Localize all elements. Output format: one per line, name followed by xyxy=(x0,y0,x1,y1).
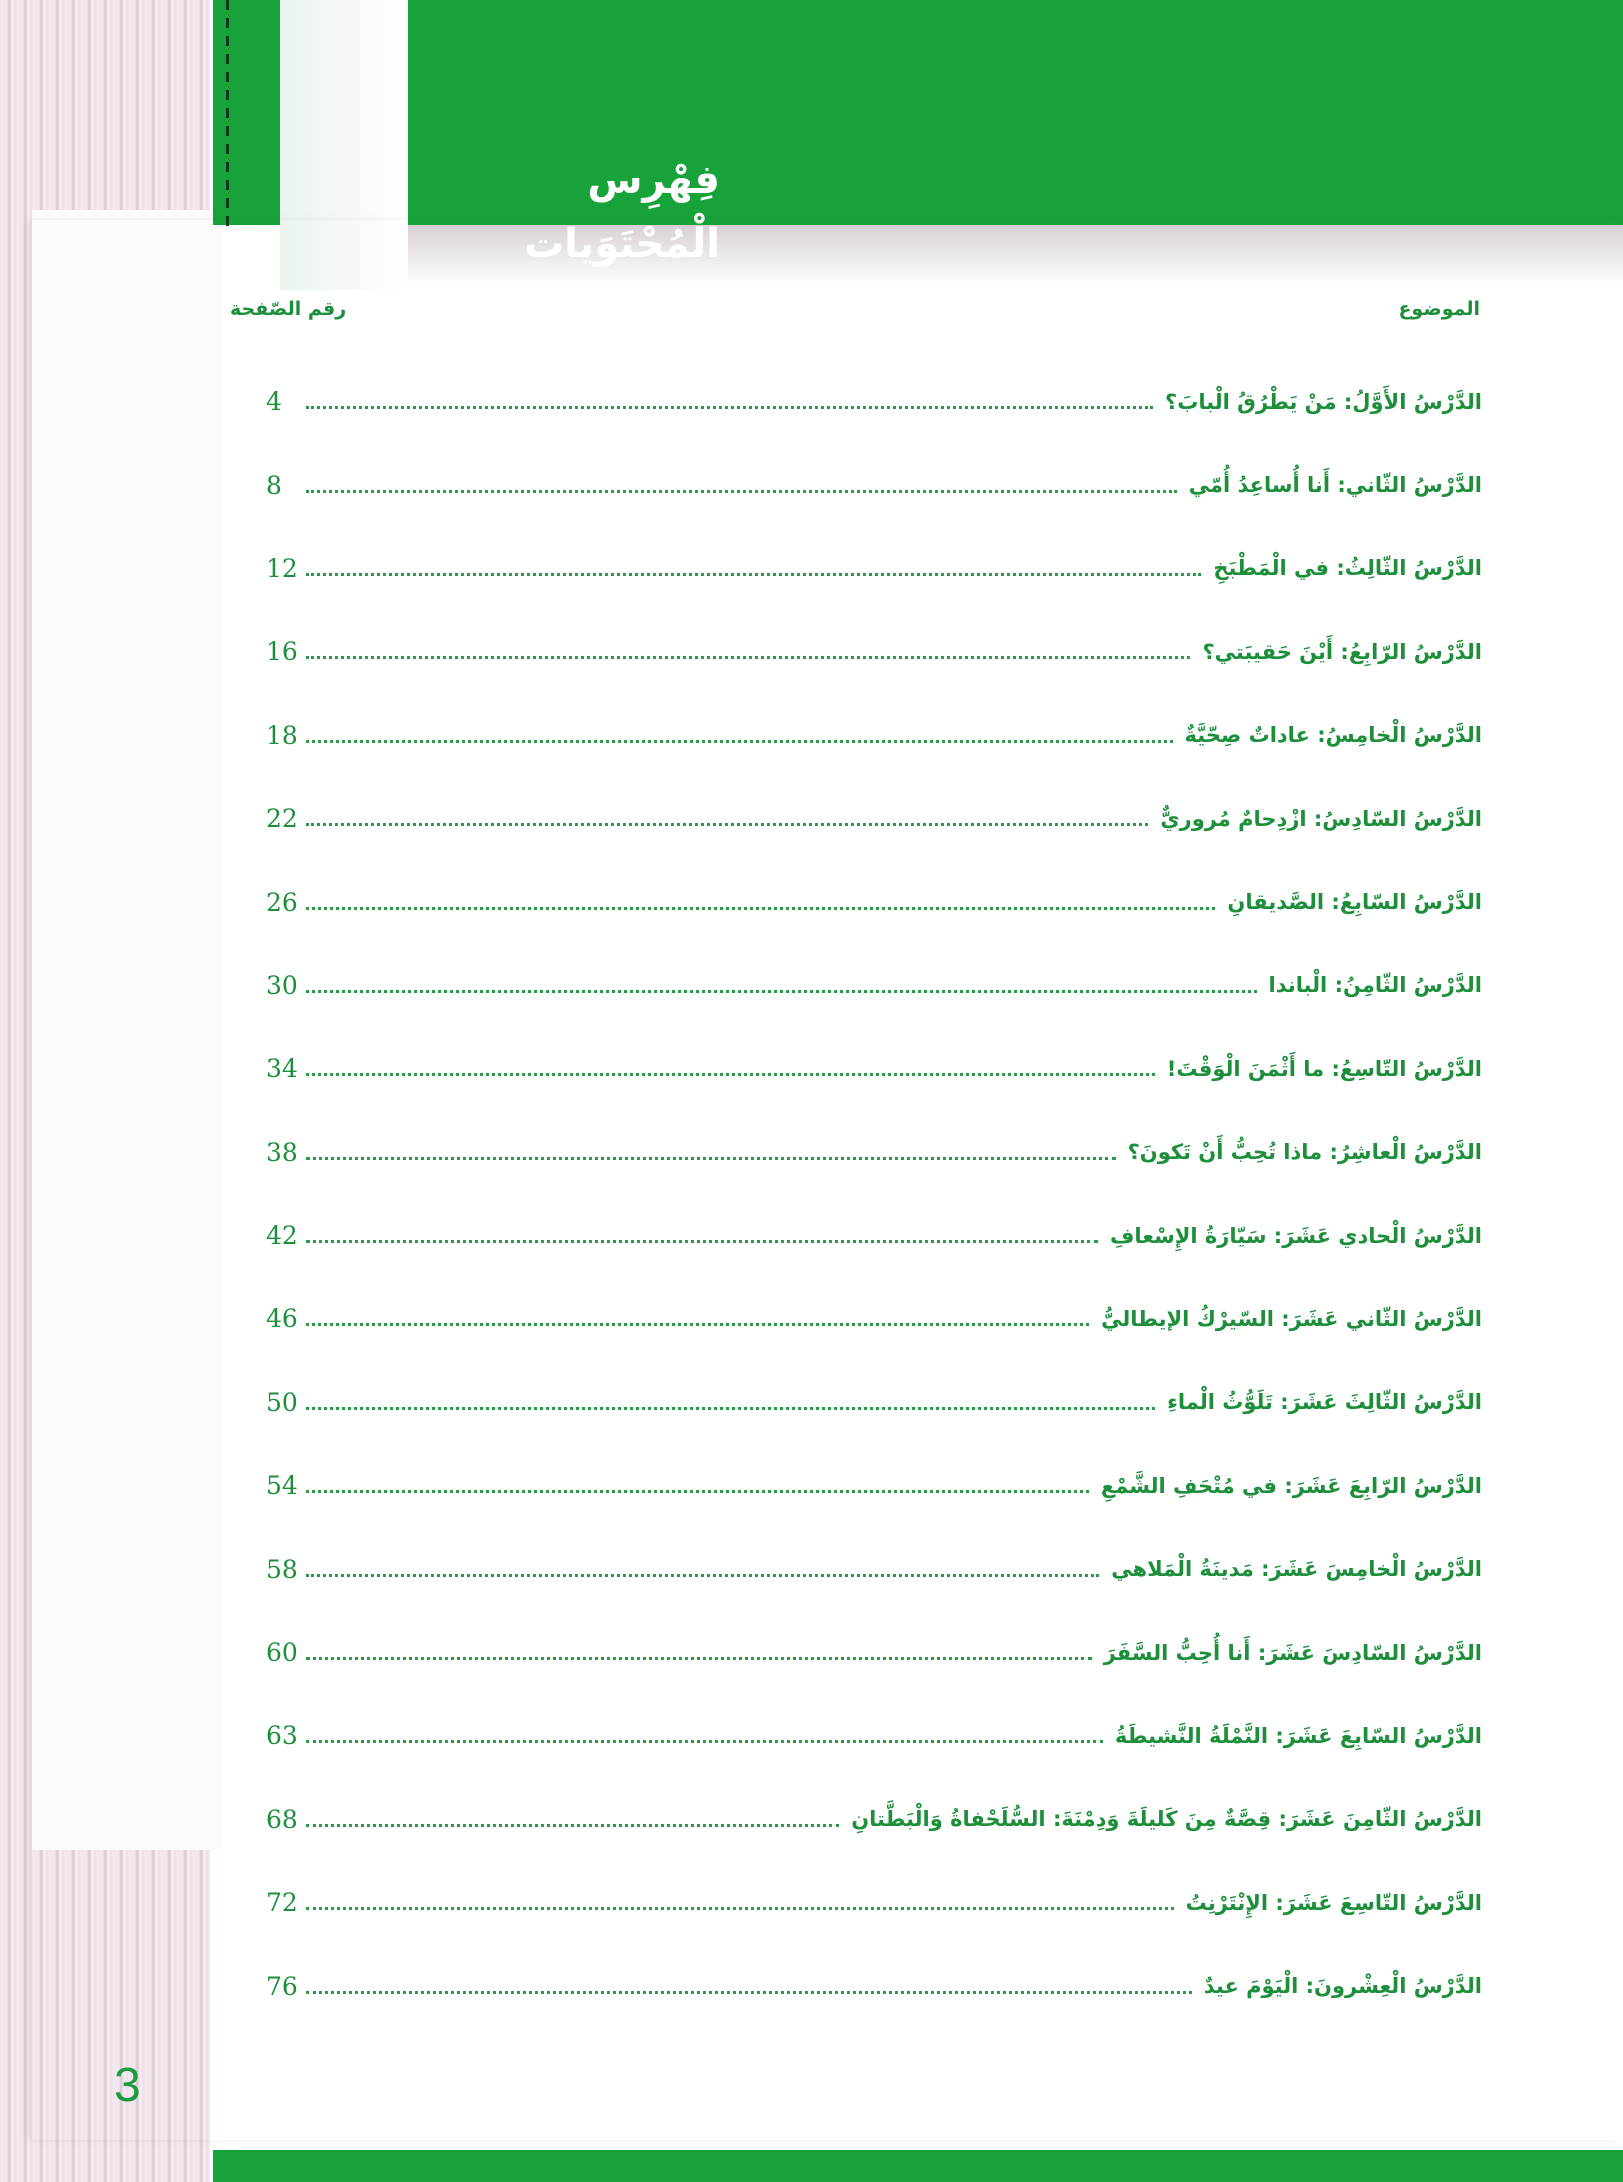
toc-row xyxy=(266,1361,1482,1444)
toc-row xyxy=(266,694,1482,777)
toc-row xyxy=(266,443,1482,526)
dot-leader xyxy=(306,823,1148,826)
toc-row-title: الدَّرْسُ الْعِشْرونَ: الْيَوْمَ عيدٌ xyxy=(1203,1974,1482,1999)
toc-row-title: الدَّرْسُ الثّالِثَ عَشَرَ: تَلَوُّثُ الْماءِ xyxy=(1167,1390,1482,1415)
dot-leader xyxy=(306,1991,1192,1994)
dot-leader xyxy=(306,1157,1116,1160)
toc-row-title: الدَّرْسُ الثّامِنَ عَشَرَ: قِصَّةٌ مِنَ كَليلَةَ وَدِمْنَةَ: السُّلَحْفاةُ وَالْبَطَّتانِ xyxy=(851,1807,1482,1832)
dot-leader xyxy=(306,1657,1092,1660)
toc-row xyxy=(266,1694,1482,1777)
dot-leader xyxy=(306,1240,1098,1243)
toc-row-page: 76 xyxy=(266,1971,298,2001)
toc-row-title: الدَّرْسُ الْعاشِرُ: ماذا تُحِبُّ أَنْ تَكونَ؟ xyxy=(1127,1140,1482,1165)
toc-row-title: الدَّرْسُ الثّاني عَشَرَ: السّيرْكُ الإيطاليُّ xyxy=(1101,1306,1482,1331)
toc-row-title: الدَّرْسُ الْخامِسَ عَشَرَ: مَدينَةُ الْمَلاهي xyxy=(1111,1557,1482,1582)
toc-row xyxy=(266,1277,1482,1360)
toc-row-page: 34 xyxy=(266,1054,298,1084)
toc-row-page: 30 xyxy=(266,970,298,1000)
dot-leader xyxy=(306,490,1177,493)
toc-row-page: 18 xyxy=(266,720,298,750)
toc-row xyxy=(266,610,1482,693)
footer-band xyxy=(213,2150,1623,2182)
toc-row-page: 72 xyxy=(266,1888,298,1918)
toc-row xyxy=(266,1944,1482,2027)
dot-leader xyxy=(306,1824,839,1827)
toc-row-title: الدَّرْسُ التّاسِعُ: ما أَثْمَنَ الْوَقْتَ! xyxy=(1166,1056,1482,1081)
toc-row-page: 16 xyxy=(266,637,298,667)
toc-row-page: 12 xyxy=(266,553,298,583)
toc-row-page: 26 xyxy=(266,887,298,917)
toc-row-title: الدَّرْسُ السّادِسُ: ازْدِحامٌ مُروريٌّ xyxy=(1160,806,1482,831)
toc-row xyxy=(266,1527,1482,1610)
toc-row xyxy=(266,1861,1482,1944)
toc-row-page: 58 xyxy=(266,1554,298,1584)
toc-row-title: الدَّرْسُ الثّاني: أَنا أُساعِدُ أُمّي xyxy=(1188,473,1482,498)
column-header-topic: الموضوع xyxy=(1398,298,1480,320)
toc-row-title: الدَّرْسُ السّابِعُ: الصَّديقانِ xyxy=(1227,890,1482,915)
dot-leader xyxy=(306,1490,1089,1493)
toc-row-page: 8 xyxy=(266,470,282,500)
toc-row xyxy=(266,777,1482,860)
toc-row-title: الدَّرْسُ التّاسِعَ عَشَرَ: الإِنْتَرْنِتُ xyxy=(1185,1890,1482,1915)
toc-row xyxy=(266,1111,1482,1194)
toc-row xyxy=(266,944,1482,1027)
page-number: 3 xyxy=(114,2059,141,2112)
dot-leader xyxy=(306,1574,1099,1577)
toc-row-page: 54 xyxy=(266,1471,298,1501)
toc-row xyxy=(266,1194,1482,1277)
toc-row xyxy=(266,1027,1482,1110)
toc-row-page: 22 xyxy=(266,804,298,834)
toc-row-title: الدَّرْسُ الثّالِثُ: في الْمَطْبَخِ xyxy=(1213,556,1482,581)
dot-leader xyxy=(306,656,1190,659)
dot-leader xyxy=(306,740,1173,743)
dot-leader xyxy=(306,573,1201,576)
toc-row-title: الدَّرْسُ الرّابِعَ عَشَرَ: في مُتْحَفِ الشَّمْعِ xyxy=(1100,1473,1482,1498)
toc-row-page: 50 xyxy=(266,1387,298,1417)
toc-row-title: الدَّرْسُ السّابِعَ عَشَرَ: النَّمْلَةُ النَّشيطَةُ xyxy=(1114,1723,1482,1748)
dot-leader xyxy=(306,990,1257,993)
toc-row xyxy=(266,860,1482,943)
toc-row-page: 4 xyxy=(266,387,282,417)
toc-row xyxy=(266,1611,1482,1694)
toc-row-page: 68 xyxy=(266,1804,298,1834)
toc-row-title: الدَّرْسُ السّادِسَ عَشَرَ: أَنا أُحِبُّ السَّفَرَ xyxy=(1103,1640,1482,1665)
dot-leader xyxy=(306,1073,1155,1076)
dot-leader xyxy=(306,1323,1089,1326)
table-of-contents xyxy=(266,360,1482,2028)
dot-leader xyxy=(306,1907,1174,1910)
toc-row-title: الدَّرْسُ الْحادي عَشَرَ: سَيّارَةُ الإِسْعافِ xyxy=(1109,1223,1482,1248)
column-header-page: رقم الصّفحة xyxy=(230,298,347,320)
toc-row-title: الدَّرْسُ الأَوَّلُ: مَنْ يَطْرُقُ الْبابَ؟ xyxy=(1165,389,1482,414)
toc-row-title: الدَّرْسُ الثّامِنُ: الْباندا xyxy=(1268,973,1482,998)
toc-row xyxy=(266,360,1482,443)
dot-leader xyxy=(306,1740,1103,1743)
toc-row xyxy=(266,1444,1482,1527)
dot-leader xyxy=(306,1407,1155,1410)
toc-row-page: 42 xyxy=(266,1221,298,1251)
toc-row-page: 38 xyxy=(266,1137,298,1167)
toc-row xyxy=(266,527,1482,610)
toc-row-page: 63 xyxy=(266,1721,298,1751)
toc-row-page: 60 xyxy=(266,1638,298,1668)
toc-row-page: 46 xyxy=(266,1304,298,1334)
page-title: فِهْرِس الْمُحْتَوَيات xyxy=(523,157,720,267)
binding-stitch xyxy=(226,0,229,230)
toc-row-title: الدَّرْسُ الْخامِسُ: عاداتٌ صِحّيَّةٌ xyxy=(1184,723,1482,748)
toc-row xyxy=(266,1778,1482,1861)
toc-row-title: الدَّرْسُ الرّابِعُ: أَيْنَ حَقيبَتي؟ xyxy=(1202,639,1482,664)
dot-leader xyxy=(306,907,1215,910)
dot-leader xyxy=(306,406,1153,409)
